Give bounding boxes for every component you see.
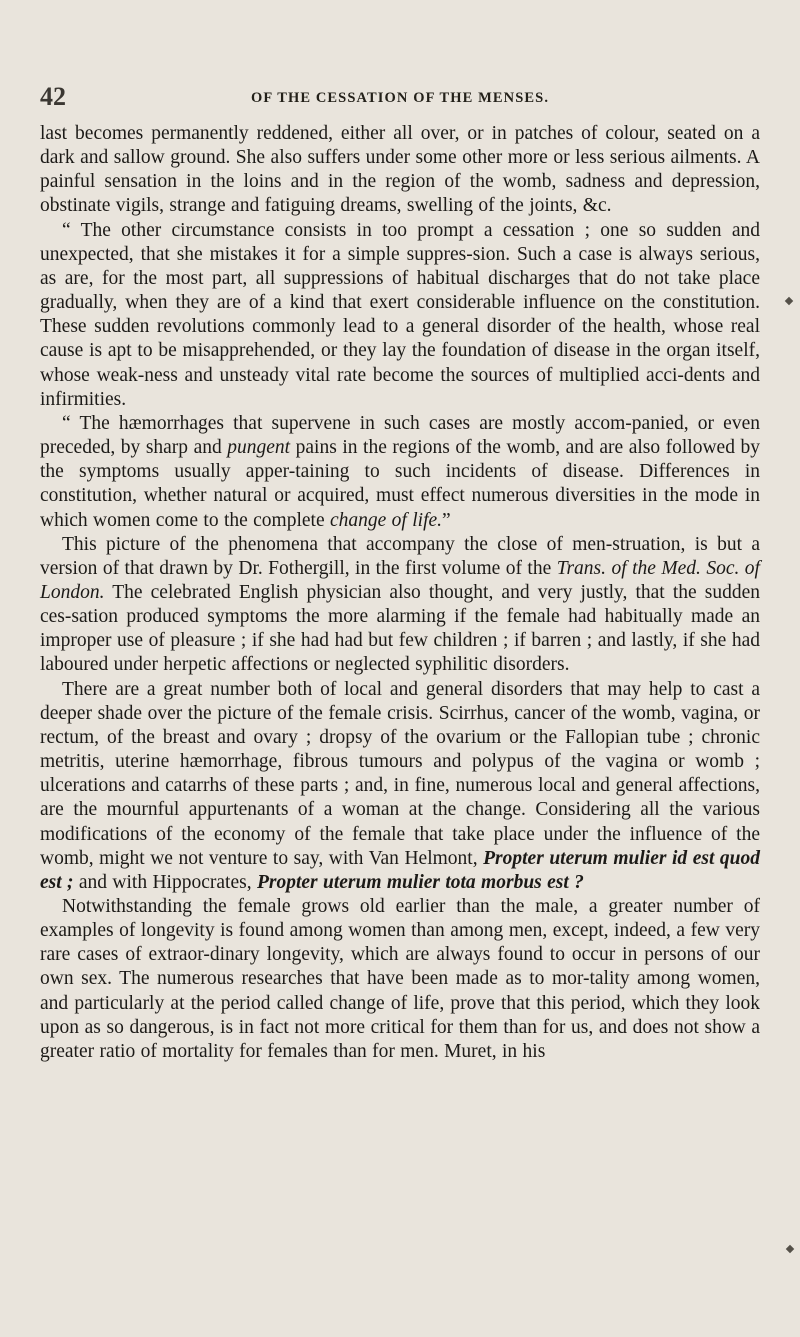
paragraph-3-italic: pungent <box>227 437 291 459</box>
paragraph-5 <box>40 678 760 895</box>
paragraph-3-text-c: ” <box>442 509 451 531</box>
paragraph-3-text-a: “ The hæmorrhages that supervene in such cases are mostly accom-panied, or even preceded, by sharp and <box>40 412 760 459</box>
paragraph-5-text-a: There are a great number both of local and general disorders that may help to cast a deeper shade over the picture of the female crisis. Scirrhus, cancer of the womb, vagina, or rectum, of the breast and ovary ; dropsy of the ovarium or the Fallopian tube ; chronic metritis, uterine hæmorrhage, fibrous tumours and polypus of the vagina or womb ; ulcerations and catarrhs of these parts ; and, in fine, numerous local and general affections, are the mournful appurtenants of a woman at the change. Considering all the various modifications of the economy of the female that take place under the influence of the womb, might we not venture to say, with Van Helmont, <box>40 678 760 869</box>
paragraph-2: “ The other circumstance consists in too prompt a cessation ; one so sudden and unexpected, that she mistakes it for a simple suppres-sion. Such a case is always serious, as are, for the most part, all suppressions of habitual discharges that do not take place gradually, when they are of a kind that exert considerable influence on the constitution. These sudden revolutions commonly lead to a general disorder of the health, whose real cause is apt to be misapprehended, or they lay the foundation of disease in the organ itself, whose weak-ness and unsteady vital rate become the sources of multiplied acci-dents and infirmities. <box>40 219 760 410</box>
paragraph-3-italic-2: change of life. <box>330 509 443 531</box>
body-text <box>40 122 760 1064</box>
paragraph-5-latin-1: Propter uterum mulier id est quod est ; <box>40 847 760 893</box>
paragraph-5-text-b: and with Hippocrates, <box>73 871 257 893</box>
running-head: OF THE CESSATION OF THE MENSES. <box>250 90 550 106</box>
paragraph-4-italic: Trans. of the Med. Soc. of London. <box>40 557 760 603</box>
paragraph-4-text-b: The celebrated English physician also thought, and very justly, that the sudden ces-sation produced symptoms the more alarming if the female had habitually made an improper use of pleasure ; if she had had but few children ; if barren ; and lastly, if she had laboured under herpetic affections or neglected syphilitic disorders. <box>40 581 760 676</box>
paragraph-6: Notwithstanding the female grows old earlier than the male, a greater number of examples of longevity is found among women than among men, except, indeed, a few very rare cases of extraor-dinary longevity, which are always found to occur in persons of our own sex. The numerous researches that have been made as to mor-tality among women, and particularly at the period called change of life, prove that this period, which they look upon as so dangerous, is in fact not more critical for them than for us, and does not show a greater ratio of mortality for females than for men. Muret, in his <box>40 896 760 1062</box>
page-number: 42 <box>40 82 66 111</box>
paragraph-3 <box>40 412 760 533</box>
paragraph-3-text-b: pains in the regions of the womb, and are also followed by the symptoms usually apper-taining to such incidents of disease. Differences in constitution, whether natural or acquired, must effect numerous diversities in the mode in which women come to the complete <box>40 437 760 531</box>
margin-mark-1 <box>785 297 793 305</box>
paragraph-4-text-a: This picture of the phenomena that accompany the close of men-struation, is but a version of that drawn by Dr. Fothergill, in the first volume of the <box>40 533 760 579</box>
paragraph-4 <box>40 533 760 678</box>
margin-mark-2 <box>786 1245 794 1253</box>
page-header <box>40 82 760 112</box>
paragraph-5-latin-2: Propter uterum mulier tota morbus est ? <box>256 871 584 893</box>
paragraph-1: last becomes permanently reddened, either all over, or in patches of colour, seated on a dark and sallow ground. She also suffers under some other more or less serious ailments. A painful sensation in the loins and in the region of the womb, sadness and depression, obstinate vigils, strange and fatiguing dreams, swelling of the joints, &c. <box>40 123 760 217</box>
